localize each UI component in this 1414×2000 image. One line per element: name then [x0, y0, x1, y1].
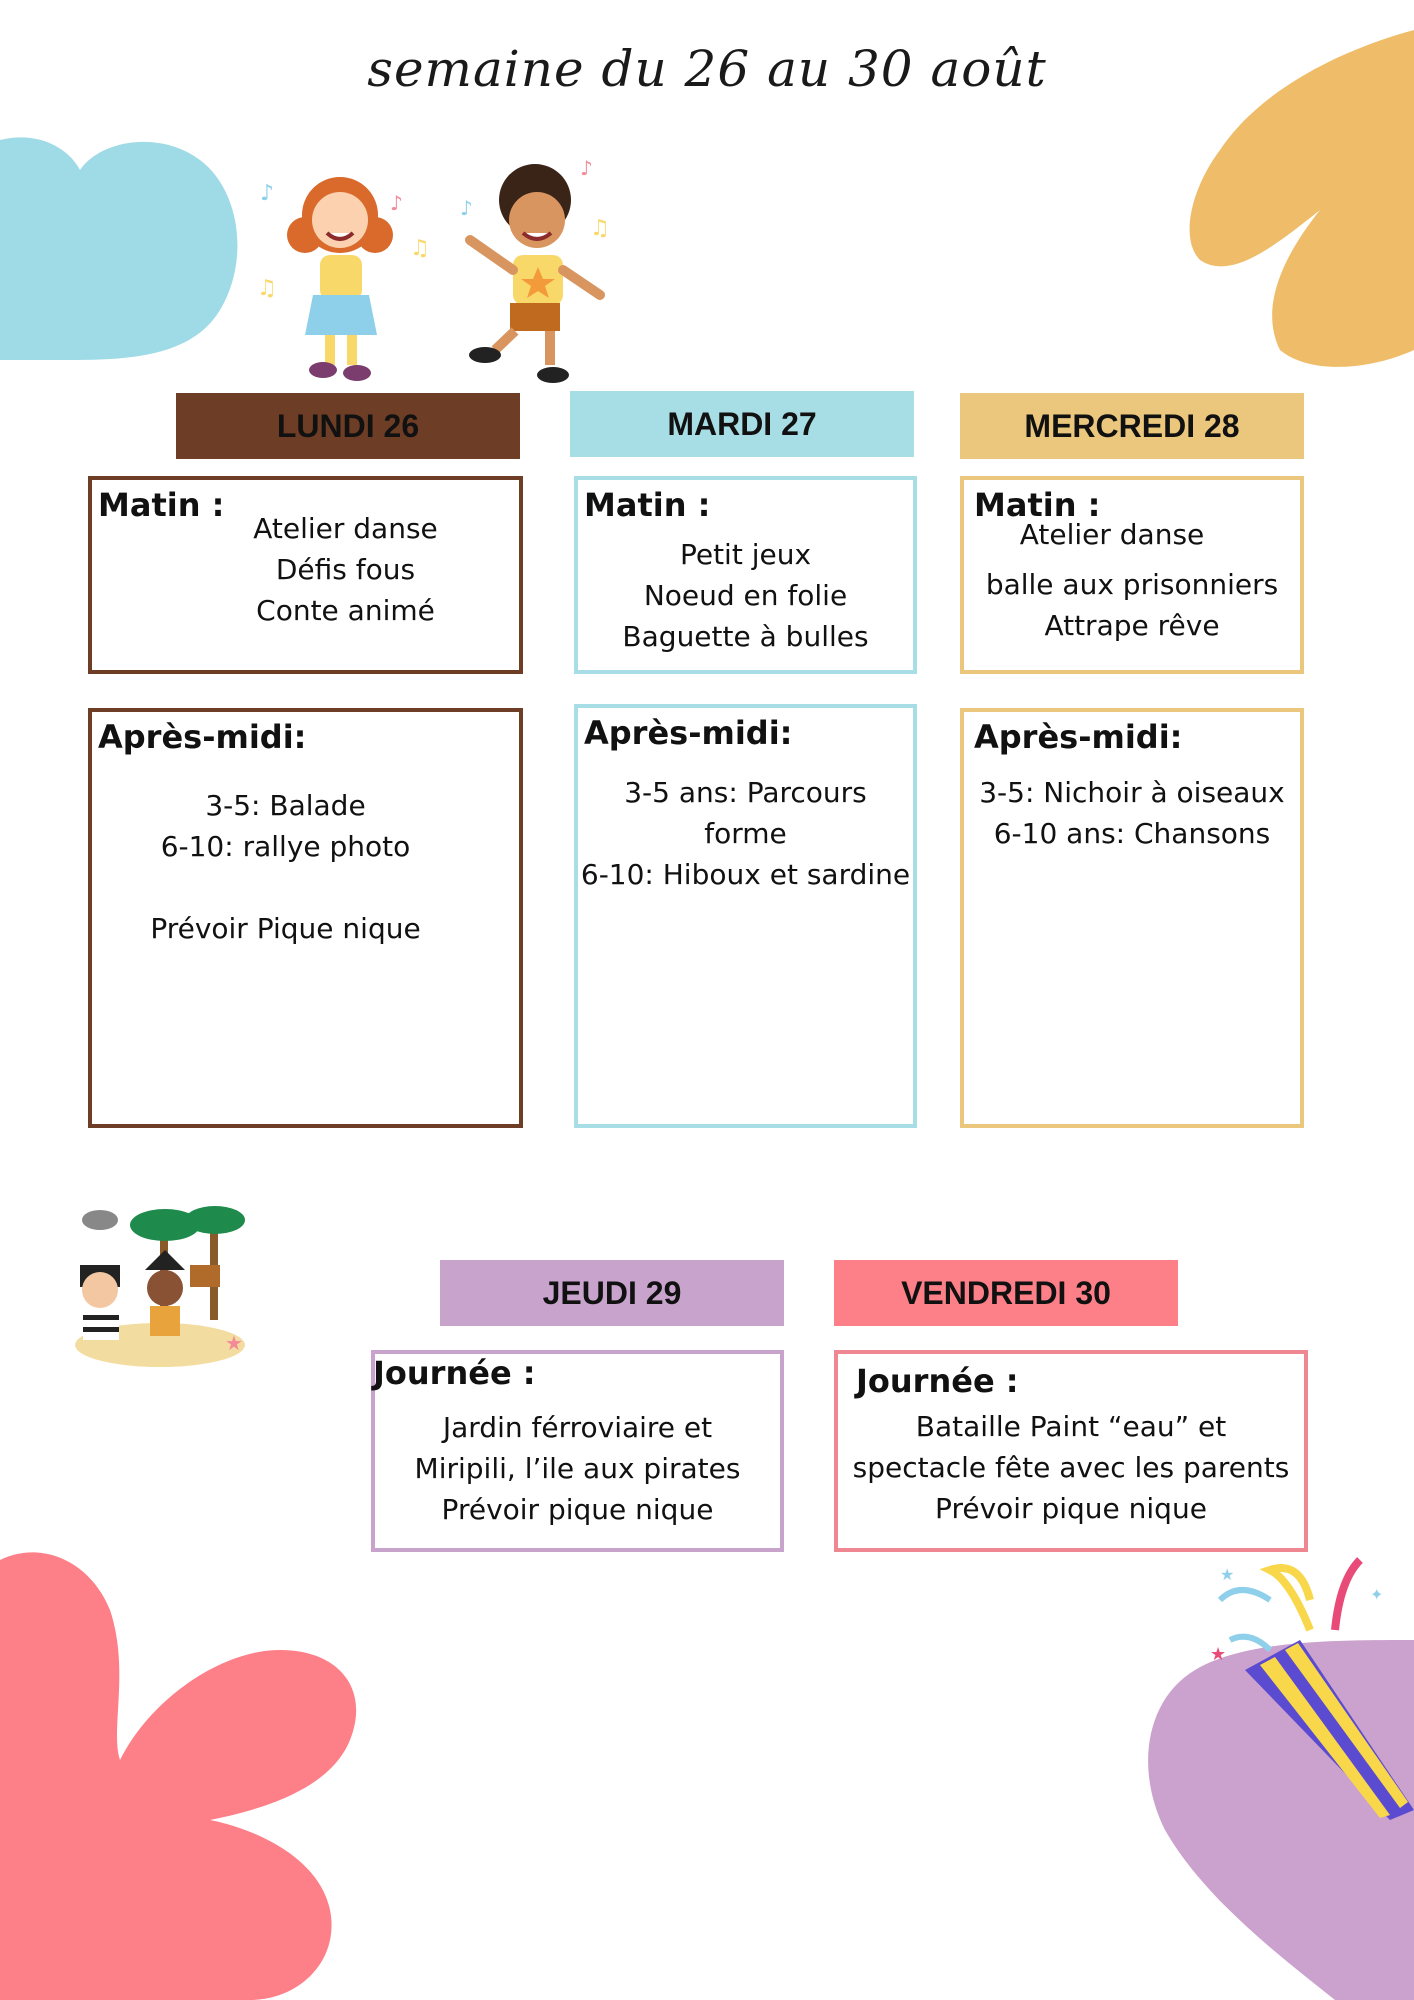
- jeudi-header: [440, 1260, 784, 1326]
- activity-line: Jardin férroviaire et: [442, 1411, 713, 1444]
- vendredi-journee-activities: [838, 1406, 1304, 1529]
- activity-line: 6-10: Hiboux et sardine: [580, 858, 911, 891]
- mercredi-apresmidi-activities: [964, 772, 1300, 854]
- activity-line: 6-10 ans: Chansons: [993, 817, 1271, 850]
- activity-line: spectacle fête avec les parents: [852, 1451, 1290, 1484]
- mercredi-apresmidi-box: [960, 708, 1304, 1128]
- vendredi-journee-box: [834, 1350, 1308, 1552]
- mardi-apresmidi-label: Après-midi:: [584, 714, 793, 752]
- mardi-matin-activities: [578, 534, 913, 657]
- activity-line: Prévoir Pique nique: [150, 912, 421, 945]
- svg-text:♪: ♪: [260, 181, 275, 206]
- lundi-apresmidi-box: [88, 708, 523, 1128]
- mercredi-header-label: MERCREDI 28: [1024, 407, 1240, 444]
- mardi-matin-box: [574, 476, 917, 674]
- mardi-header-label: MARDI 27: [667, 405, 817, 442]
- activity-line: 3-5 ans: Parcours: [624, 776, 867, 809]
- jeudi-journee-activities: [375, 1407, 780, 1530]
- activity-line: Prévoir pique nique: [935, 1492, 1207, 1525]
- activity-line: Prévoir pique nique: [441, 1493, 714, 1526]
- activity-line: 3-5: Nichoir à oiseaux: [979, 776, 1285, 809]
- activity-line: Noeud en folie: [643, 579, 848, 612]
- lundi-apresmidi-label: Après-midi:: [98, 718, 307, 756]
- activity-line: forme: [704, 817, 787, 850]
- svg-text:♫: ♫: [410, 236, 430, 261]
- page-title: semaine du 26 au 30 août: [367, 40, 1047, 98]
- mardi-matin-label: Matin :: [584, 486, 711, 524]
- vendredi-journee-label: Journée :: [856, 1362, 1019, 1400]
- activity-line: 6-10: rallye photo: [160, 830, 411, 863]
- blue-blob-decoration: [0, 120, 250, 370]
- activity-line: Conte animé: [256, 594, 435, 627]
- jeudi-journee-label: Journée :: [373, 1354, 536, 1392]
- jeudi-header-label: JEUDI 29: [542, 1274, 682, 1311]
- mercredi-header: [960, 393, 1304, 459]
- activity-line: balle aux prisonniers: [985, 568, 1279, 601]
- svg-text:♪: ♪: [580, 156, 593, 180]
- activity-line: [92, 867, 479, 908]
- activity-line: Baguette à bulles: [622, 620, 869, 653]
- lundi-header: [176, 393, 520, 459]
- mercredi-matin-label: Matin :: [974, 486, 1101, 524]
- jeudi-journee-box: [371, 1350, 784, 1552]
- dancing-kids-illustration: [245, 155, 625, 395]
- svg-text:♫: ♫: [590, 216, 610, 241]
- mercredi-matin-box: [960, 476, 1304, 674]
- activity-line: Défis fous: [275, 553, 416, 586]
- lundi-matin-activities: [92, 508, 519, 631]
- mercredi-apresmidi-label: Après-midi:: [974, 718, 1183, 756]
- mercredi-matin-activities: [964, 514, 1300, 646]
- pink-flower-decoration: [0, 1540, 380, 2000]
- activity-line: Atelier danse: [1019, 518, 1205, 551]
- activity-line: Attrape rêve: [1044, 609, 1220, 642]
- svg-text:♪: ♪: [390, 191, 403, 215]
- svg-text:★: ★: [225, 1331, 243, 1355]
- svg-text:✦: ✦: [1370, 1585, 1384, 1604]
- activity-line: 3-5: Balade: [205, 789, 366, 822]
- mardi-header: [570, 391, 914, 457]
- svg-text:♪: ♪: [460, 196, 473, 220]
- vendredi-header-label: VENDREDI 30: [901, 1274, 1111, 1311]
- activity-line: Bataille Paint “eau” et: [915, 1410, 1227, 1443]
- mardi-apresmidi-activities: [578, 772, 913, 895]
- svg-text:♫: ♫: [257, 276, 277, 301]
- lundi-matin-label: Matin :: [98, 486, 225, 524]
- party-popper-illustration: [1160, 1540, 1414, 1820]
- lundi-header-label: LUNDI 26: [276, 407, 420, 444]
- lundi-apresmidi-activities: [92, 785, 519, 949]
- activity-line: Atelier danse: [253, 512, 438, 545]
- svg-text:★: ★: [1220, 1565, 1235, 1584]
- pirates-island-illustration: [65, 1170, 255, 1370]
- svg-text:★: ★: [1210, 1644, 1227, 1665]
- lundi-matin-box: [88, 476, 523, 674]
- activity-line: Miripili, l’ile aux pirates: [414, 1452, 741, 1485]
- mardi-apresmidi-box: [574, 704, 917, 1128]
- vendredi-header: [834, 1260, 1178, 1326]
- activity-line: Petit jeux: [679, 538, 812, 571]
